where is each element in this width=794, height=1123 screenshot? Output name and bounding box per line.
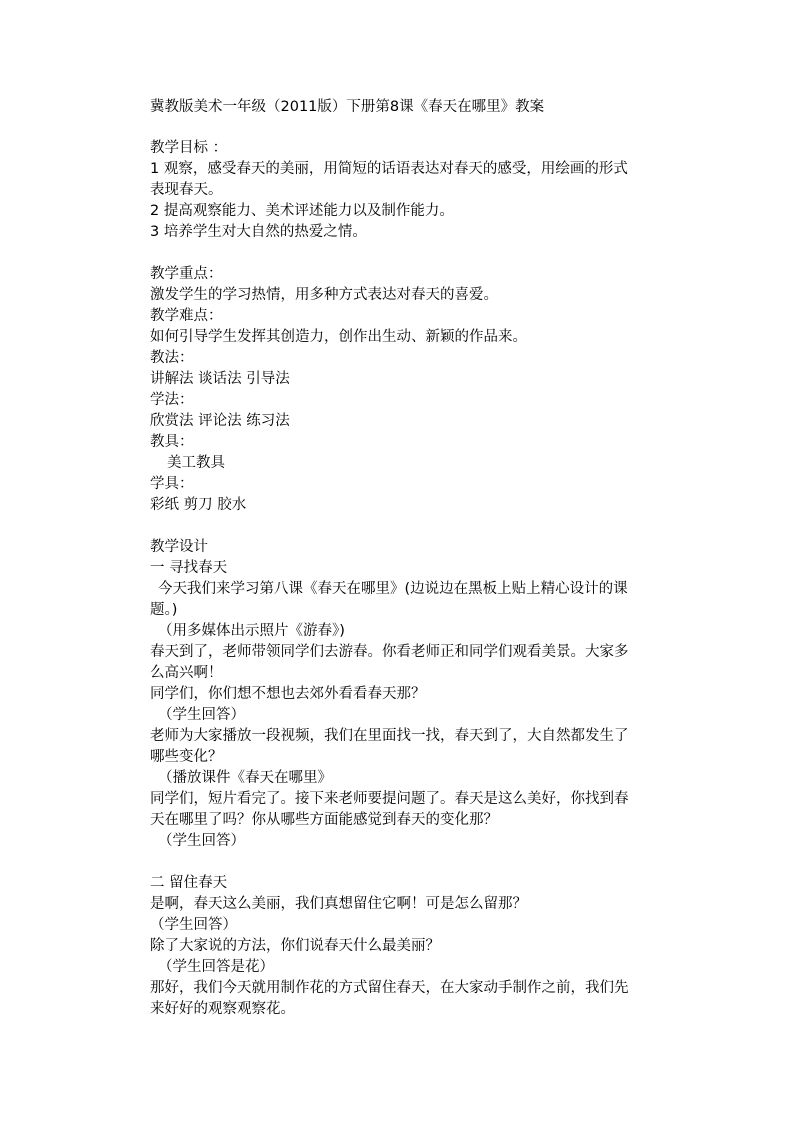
paragraph-13: （学生回答是花） [158, 959, 274, 975]
paragraph-1-line-2: 题。) [150, 602, 178, 618]
method-text: 讲解法 谈话法 引导法 [150, 371, 290, 387]
goal-1-line-2: 表现春天。 [150, 182, 223, 198]
paragraph-9: （学生回答） [158, 833, 245, 849]
student-tools-heading: 学具： [150, 476, 194, 492]
difficulty-heading: 教学难点： [150, 308, 223, 324]
study-text: 欣赏法 评论法 练习法 [150, 413, 290, 429]
paragraph-1-line-1: 今天我们来学习第八课《春天在哪里》(边说边在黑板上贴上精心设计的课 [158, 581, 628, 597]
paragraph-3-line-2: 么高兴啊！ [150, 665, 223, 681]
goals-heading: 教学目标 ： [150, 140, 228, 156]
section-2-heading: 二 留住春天 [150, 875, 228, 891]
paragraph-14-line-2: 来好好的观察观察花。 [150, 1001, 295, 1017]
method-heading: 教法： [150, 350, 194, 366]
document-title: 冀教版美术一年级（2011版）下册第8课《春天在哪里》教案 [150, 99, 545, 115]
student-tools-text: 彩纸 剪刀 胶水 [150, 497, 247, 513]
paragraph-6-line-2: 哪些变化？ [150, 749, 223, 765]
key-heading: 教学重点： [150, 266, 223, 282]
paragraph-8-line-2: 天在哪里了吗？你从哪些方面能感觉到春天的变化那？ [150, 812, 498, 828]
paragraph-6-line-1: 老师为大家播放一段视频，我们在里面找一找，春天到了，大自然都发生了 [150, 728, 629, 744]
paragraph-5: （学生回答） [158, 707, 245, 723]
tools-text: 美工教具 [167, 455, 225, 471]
key-text: 激发学生的学习热情，用多种方式表达对春天的喜爱。 [150, 287, 498, 303]
study-heading: 学法： [150, 392, 194, 408]
paragraph-3-line-1: 春天到了，老师带领同学们去游春。你看老师正和同学们观看美景。大家多 [150, 644, 629, 660]
goal-2: 2 提高观察能力、美术评述能力以及制作能力。 [150, 203, 454, 219]
section-1-heading: 一 寻找春天 [150, 560, 228, 576]
paragraph-7: （播放课件《春天在哪里》 [158, 770, 332, 786]
paragraph-2: （用多媒体出示照片《游春》) [158, 623, 345, 639]
paragraph-8-line-1: 同学们，短片看完了。接下来老师要提问题了。春天是这么美好，你找到春 [150, 791, 629, 807]
paragraph-14-line-1: 那好，我们今天就用制作花的方式留住春天，在大家动手制作之前，我们先 [150, 980, 629, 996]
paragraph-4: 同学们，你们想不想也去郊外看看春天那？ [150, 686, 426, 702]
difficulty-text: 如何引导学生发挥其创造力，创作出生动、新颖的作品来。 [150, 329, 527, 345]
paragraph-10: 是啊，春天这么美丽，我们真想留住它啊！可是怎么留那？ [150, 896, 527, 912]
tools-heading: 教具： [150, 434, 194, 450]
design-heading: 教学设计 [150, 539, 208, 555]
paragraph-12: 除了大家说的方法，你们说春天什么最美丽？ [150, 938, 440, 954]
goal-3: 3 培养学生对大自然的热爱之情。 [150, 224, 367, 240]
goal-1-line-1: 1 观察，感受春天的美丽，用简短的话语表达对春天的感受，用绘画的形式 [150, 161, 628, 177]
paragraph-11: （学生回答） [150, 917, 237, 933]
